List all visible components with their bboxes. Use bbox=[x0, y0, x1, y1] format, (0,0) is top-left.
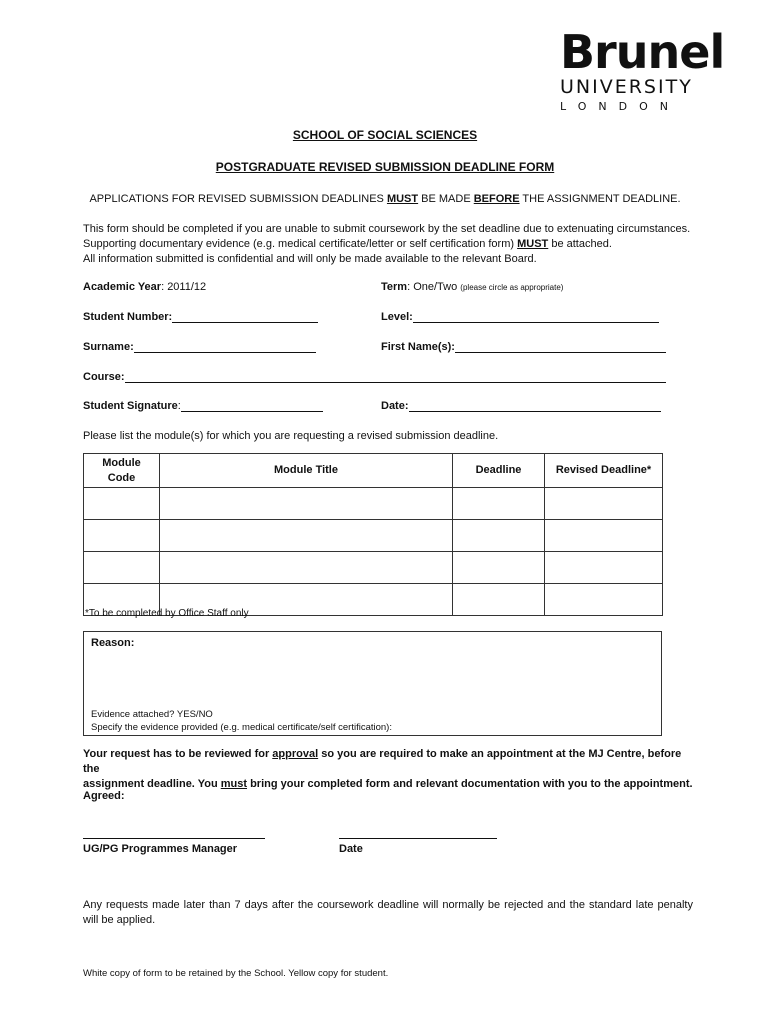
school-title: SCHOOL OF SOCIAL SCIENCES bbox=[292, 128, 478, 142]
approval-text: bring your completed form and relevant documentation with you to the appointment. bbox=[247, 778, 693, 790]
deadline-cell[interactable] bbox=[453, 520, 545, 552]
deadline-cell[interactable] bbox=[453, 488, 545, 520]
table-row bbox=[84, 520, 663, 552]
signature-input[interactable] bbox=[181, 400, 323, 412]
approval-underlined: approval bbox=[272, 748, 319, 760]
deadline-cell[interactable] bbox=[453, 584, 545, 616]
intro-line: This form should be completed if you are unable to submit coursework by the set deadline due to extenuating circumstances. bbox=[83, 223, 691, 235]
signature-label: Student Signature bbox=[83, 400, 178, 412]
approval-line bbox=[83, 777, 693, 792]
surname-label: Surname: bbox=[83, 341, 134, 353]
evidence-attached: Evidence attached? YES/NO bbox=[91, 709, 213, 720]
revised-deadline-cell[interactable] bbox=[545, 520, 663, 552]
modules-table bbox=[83, 453, 663, 616]
surname-field[interactable] bbox=[83, 341, 316, 353]
manager-label: UG/PG Programmes Manager bbox=[83, 843, 238, 855]
logo-location: LONDON bbox=[560, 100, 680, 113]
agreed-date-line[interactable] bbox=[339, 838, 497, 839]
notice-text: BE MADE bbox=[418, 193, 474, 205]
header-deadline: Deadline bbox=[453, 454, 545, 488]
table-row bbox=[84, 488, 663, 520]
student-number-field[interactable] bbox=[83, 311, 318, 323]
revised-deadline-cell[interactable] bbox=[545, 584, 663, 616]
evidence-specify: Specify the evidence provided (e.g. medical certificate/self certification): bbox=[91, 722, 392, 733]
first-names-field[interactable] bbox=[381, 341, 666, 353]
academic-year-field bbox=[83, 281, 206, 293]
revised-deadline-cell[interactable] bbox=[545, 488, 663, 520]
notice-text: APPLICATIONS FOR REVISED SUBMISSION DEADLINES bbox=[89, 193, 387, 205]
header-revised-deadline: Revised Deadline* bbox=[545, 454, 663, 488]
intro-paragraph bbox=[83, 222, 693, 267]
reason-label: Reason: bbox=[91, 637, 135, 649]
intro-line bbox=[83, 237, 693, 252]
module-code-cell[interactable] bbox=[84, 488, 160, 520]
academic-year-label: Academic Year bbox=[83, 281, 162, 293]
modules-instruction: Please list the module(s) for which you are requesting a revised submission deadline. bbox=[83, 430, 499, 442]
intro-must: MUST bbox=[517, 238, 549, 250]
revised-deadline-cell[interactable] bbox=[545, 552, 663, 584]
signature-field[interactable] bbox=[83, 400, 323, 412]
approval-text: Your request has to be reviewed for bbox=[83, 748, 273, 760]
intro-line: All information submitted is confidential and will only be made available to the relevant Board. bbox=[83, 253, 537, 265]
student-number-label: Student Number: bbox=[83, 311, 173, 323]
header-module-title: Module Title bbox=[160, 454, 453, 488]
notice-before: BEFORE bbox=[473, 193, 520, 205]
manager-signature-line[interactable] bbox=[83, 838, 265, 839]
agreed-label: Agreed: bbox=[83, 790, 125, 802]
table-row bbox=[84, 552, 663, 584]
logo-brand: Brunel bbox=[560, 25, 725, 79]
agreed-date-label: Date bbox=[339, 843, 363, 855]
deadline-cell[interactable] bbox=[453, 552, 545, 584]
date-field[interactable] bbox=[381, 400, 661, 412]
first-names-input[interactable] bbox=[455, 341, 666, 353]
approval-paragraph bbox=[83, 747, 693, 792]
header-module-code: Module Code bbox=[84, 454, 160, 488]
notice-text: THE ASSIGNMENT DEADLINE. bbox=[519, 193, 681, 205]
student-number-input[interactable] bbox=[172, 311, 318, 323]
first-names-label: First Name(s): bbox=[381, 341, 455, 353]
intro-text: be attached. bbox=[548, 238, 612, 250]
module-code-cell[interactable] bbox=[84, 520, 160, 552]
table-header-row bbox=[84, 454, 663, 488]
term-field[interactable] bbox=[381, 281, 563, 293]
module-code-cell[interactable] bbox=[84, 552, 160, 584]
term-value[interactable]: : One/Two bbox=[407, 281, 458, 293]
level-label: Level: bbox=[381, 311, 413, 323]
level-input[interactable] bbox=[413, 311, 659, 323]
signature-colon: : bbox=[177, 400, 181, 412]
term-note: (please circle as appropriate) bbox=[460, 283, 564, 292]
date-input[interactable] bbox=[409, 400, 661, 412]
surname-input[interactable] bbox=[134, 341, 316, 353]
late-policy: Any requests made later than 7 days after the coursework deadline will normally be rejected and the standard late penalty will be applied. bbox=[83, 899, 693, 926]
course-field[interactable] bbox=[83, 371, 666, 383]
notice-must: MUST bbox=[386, 193, 419, 205]
academic-year-value: : 2011/12 bbox=[161, 281, 207, 293]
brunel-logo bbox=[560, 25, 725, 114]
module-title-cell[interactable] bbox=[160, 488, 453, 520]
course-input[interactable] bbox=[125, 371, 666, 383]
logo-university: UNIVERSITY bbox=[560, 76, 693, 98]
deadline-notice bbox=[0, 193, 770, 205]
approval-must: must bbox=[220, 778, 248, 790]
reason-box[interactable] bbox=[83, 631, 662, 736]
approval-text: assignment deadline. You bbox=[83, 778, 221, 790]
module-title-cell[interactable] bbox=[160, 552, 453, 584]
form-title: POSTGRADUATE REVISED SUBMISSION DEADLINE FORM bbox=[215, 160, 555, 174]
date-label: Date: bbox=[381, 400, 409, 412]
level-field[interactable] bbox=[381, 311, 659, 323]
approval-text: so you are required to make an appointment at the MJ Centre, before the bbox=[83, 748, 682, 775]
module-title-cell[interactable] bbox=[160, 520, 453, 552]
office-staff-footnote: *To be completed by Office Staff only bbox=[85, 608, 249, 619]
intro-text: Supporting documentary evidence (e.g. medical certificate/letter or self certification form) bbox=[83, 238, 518, 250]
course-label: Course: bbox=[83, 371, 125, 383]
footer-note: White copy of form to be retained by the School. Yellow copy for student. bbox=[83, 968, 389, 979]
term-label: Term bbox=[381, 281, 408, 293]
approval-line bbox=[83, 747, 693, 777]
